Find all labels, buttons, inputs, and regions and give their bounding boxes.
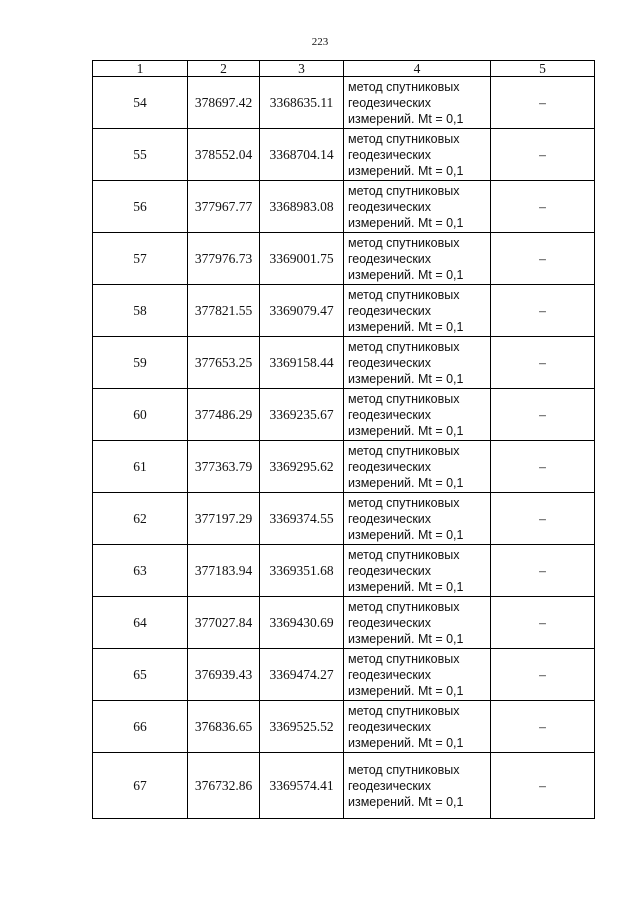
table-row	[93, 389, 595, 441]
page-number: 223	[311, 36, 329, 48]
y-coordinate-cell: 3369235.67	[260, 389, 344, 441]
method-cell: метод спутниковых геодезических измерений. Mt = 0,1	[344, 285, 491, 337]
method-cell: метод спутниковых геодезических измерений. Mt = 0,1	[344, 545, 491, 597]
method-cell: метод спутниковых геодезических измерений. Mt = 0,1	[344, 181, 491, 233]
table-row	[93, 337, 595, 389]
point-number-cell: 66	[93, 701, 188, 753]
y-coordinate-cell: 3369079.47	[260, 285, 344, 337]
method-cell: метод спутниковых геодезических измерений. Mt = 0,1	[344, 441, 491, 493]
point-number-cell: 65	[93, 649, 188, 701]
note-cell: –	[491, 753, 595, 819]
x-coordinate-cell: 377363.79	[188, 441, 260, 493]
note-cell: –	[491, 493, 595, 545]
x-coordinate-cell: 377821.55	[188, 285, 260, 337]
note-cell: –	[491, 649, 595, 701]
table-body	[93, 77, 595, 819]
note-cell: –	[491, 337, 595, 389]
method-cell: метод спутниковых геодезических измерений. Mt = 0,1	[344, 337, 491, 389]
x-coordinate-cell: 377027.84	[188, 597, 260, 649]
point-number-cell: 57	[93, 233, 188, 285]
x-coordinate-cell: 378552.04	[188, 129, 260, 181]
note-cell: –	[491, 77, 595, 129]
y-coordinate-cell: 3369525.52	[260, 701, 344, 753]
header-row	[93, 61, 595, 77]
y-coordinate-cell: 3369374.55	[260, 493, 344, 545]
table-header	[93, 61, 595, 77]
x-coordinate-cell: 377976.73	[188, 233, 260, 285]
method-cell: метод спутниковых геодезических измерений. Mt = 0,1	[344, 233, 491, 285]
x-coordinate-cell: 376836.65	[188, 701, 260, 753]
method-cell: метод спутниковых геодезических измерений. Mt = 0,1	[344, 389, 491, 441]
x-coordinate-cell: 377183.94	[188, 545, 260, 597]
point-number-cell: 63	[93, 545, 188, 597]
note-cell: –	[491, 701, 595, 753]
table-row	[93, 233, 595, 285]
method-cell: метод спутниковых геодезических измерений. Mt = 0,1	[344, 597, 491, 649]
table-row	[93, 597, 595, 649]
column-header-4: 4	[344, 61, 491, 77]
y-coordinate-cell: 3369158.44	[260, 337, 344, 389]
point-number-cell: 62	[93, 493, 188, 545]
y-coordinate-cell: 3368635.11	[260, 77, 344, 129]
method-cell: метод спутниковых геодезических измерений. Mt = 0,1	[344, 701, 491, 753]
point-number-cell: 56	[93, 181, 188, 233]
x-coordinate-cell: 377197.29	[188, 493, 260, 545]
x-coordinate-cell: 376732.86	[188, 753, 260, 819]
note-cell: –	[491, 233, 595, 285]
column-header-1: 1	[93, 61, 188, 77]
point-number-cell: 61	[93, 441, 188, 493]
coordinates-table	[92, 60, 595, 819]
y-coordinate-cell: 3368983.08	[260, 181, 344, 233]
column-header-2: 2	[188, 61, 260, 77]
table-row	[93, 181, 595, 233]
method-cell: метод спутниковых геодезических измерений. Mt = 0,1	[344, 493, 491, 545]
x-coordinate-cell: 377653.25	[188, 337, 260, 389]
method-cell: метод спутниковых геодезических измерений. Mt = 0,1	[344, 129, 491, 181]
point-number-cell: 59	[93, 337, 188, 389]
table-row	[93, 441, 595, 493]
y-coordinate-cell: 3369351.68	[260, 545, 344, 597]
point-number-cell: 67	[93, 753, 188, 819]
table-row	[93, 701, 595, 753]
column-header-5: 5	[491, 61, 595, 77]
method-cell: метод спутниковых геодезических измерений. Mt = 0,1	[344, 77, 491, 129]
column-header-3: 3	[260, 61, 344, 77]
y-coordinate-cell: 3369430.69	[260, 597, 344, 649]
table-row	[93, 129, 595, 181]
table-row	[93, 753, 595, 819]
y-coordinate-cell: 3368704.14	[260, 129, 344, 181]
table-row	[93, 545, 595, 597]
note-cell: –	[491, 129, 595, 181]
point-number-cell: 55	[93, 129, 188, 181]
y-coordinate-cell: 3369574.41	[260, 753, 344, 819]
note-cell: –	[491, 285, 595, 337]
table-row	[93, 493, 595, 545]
point-number-cell: 60	[93, 389, 188, 441]
x-coordinate-cell: 376939.43	[188, 649, 260, 701]
y-coordinate-cell: 3369474.27	[260, 649, 344, 701]
point-number-cell: 54	[93, 77, 188, 129]
table-row	[93, 285, 595, 337]
note-cell: –	[491, 597, 595, 649]
table-row	[93, 77, 595, 129]
x-coordinate-cell: 377967.77	[188, 181, 260, 233]
table-row	[93, 649, 595, 701]
note-cell: –	[491, 441, 595, 493]
x-coordinate-cell: 377486.29	[188, 389, 260, 441]
y-coordinate-cell: 3369295.62	[260, 441, 344, 493]
note-cell: –	[491, 545, 595, 597]
point-number-cell: 64	[93, 597, 188, 649]
note-cell: –	[491, 181, 595, 233]
method-cell: метод спутниковых геодезических измерений. Mt = 0,1	[344, 649, 491, 701]
note-cell: –	[491, 389, 595, 441]
point-number-cell: 58	[93, 285, 188, 337]
method-cell: метод спутниковых геодезических измерений. Mt = 0,1	[344, 753, 491, 819]
x-coordinate-cell: 378697.42	[188, 77, 260, 129]
y-coordinate-cell: 3369001.75	[260, 233, 344, 285]
